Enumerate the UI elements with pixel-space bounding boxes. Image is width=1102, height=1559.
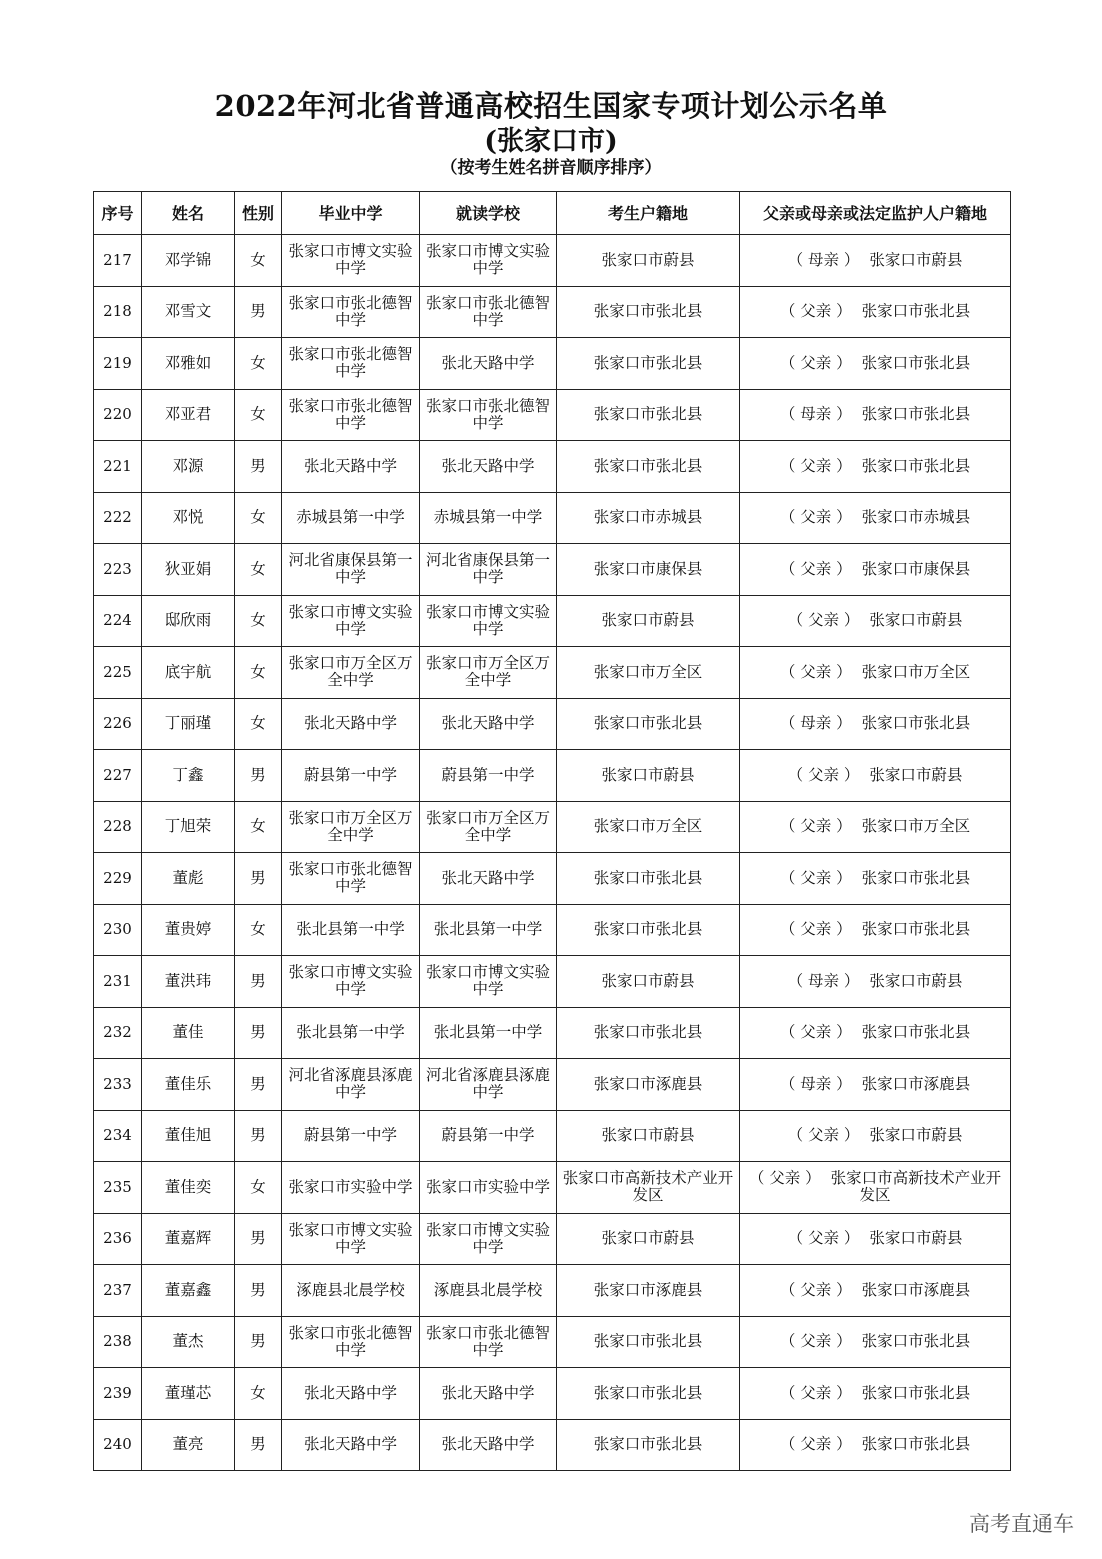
table-row (94, 904, 1011, 956)
cell-name: 狄亚娟 (142, 544, 235, 596)
cell-name: 董洪玮 (142, 956, 235, 1008)
cell-index: 220 (94, 389, 142, 441)
cell-registration: 张家口市万全区 (557, 647, 740, 699)
cell-index: 227 (94, 750, 142, 802)
header-current-school: 就读学校 (420, 192, 557, 235)
cell-registration: 张家口市高新技术产业开发区 (557, 1162, 740, 1214)
cell-current-school: 赤城县第一中学 (420, 492, 557, 544)
parent-registration-place: 张家口市高新技术产业开发区 (830, 1169, 1002, 1205)
table-row (94, 1007, 1011, 1059)
cell-index: 231 (94, 956, 142, 1008)
cell-name: 邓亚君 (142, 389, 235, 441)
cell-graduation-school: 张北县第一中学 (282, 1007, 420, 1059)
parent-relation: （ 父亲 ） (779, 1332, 852, 1351)
page-subtitle: (张家口市) (484, 126, 618, 157)
cell-registration: 张家口市张北县 (557, 1368, 740, 1420)
roster-table (93, 191, 1011, 1471)
cell-name: 丁旭荣 (142, 801, 235, 853)
parent-registration-place: 张家口市蔚县 (869, 971, 963, 990)
parent-relation: （ 父亲 ） (787, 1229, 860, 1248)
cell-graduation-school: 张家口市张北德智中学 (282, 338, 420, 390)
cell-gender: 女 (235, 1368, 282, 1420)
header-gender: 性别 (235, 192, 282, 235)
cell-graduation-school: 张家口市实验中学 (282, 1162, 420, 1214)
parent-relation: （ 父亲 ） (779, 559, 852, 578)
cell-name: 董嘉辉 (142, 1213, 235, 1265)
parent-registration-place: 张家口市蔚县 (869, 1126, 963, 1145)
watermark: 高考直通车 (969, 1512, 1074, 1536)
table-header-row (94, 192, 1011, 235)
table-row (94, 441, 1011, 493)
cell-gender: 男 (235, 1265, 282, 1317)
cell-current-school: 张北天路中学 (420, 441, 557, 493)
cell-name: 邸欣雨 (142, 595, 235, 647)
parent-relation: （ 父亲 ） (779, 508, 852, 527)
parent-registration-place: 张家口市蔚县 (869, 765, 963, 784)
cell-index: 229 (94, 853, 142, 905)
cell-name: 董亮 (142, 1419, 235, 1471)
cell-current-school: 张北天路中学 (420, 698, 557, 750)
cell-gender: 男 (235, 956, 282, 1008)
cell-current-school: 蔚县第一中学 (420, 1110, 557, 1162)
cell-gender: 女 (235, 595, 282, 647)
cell-registration: 张家口市张北县 (557, 698, 740, 750)
cell-index: 230 (94, 904, 142, 956)
cell-gender: 男 (235, 1110, 282, 1162)
cell-parent-registration (740, 1316, 1011, 1368)
cell-gender: 女 (235, 338, 282, 390)
parent-registration-place: 张家口市蔚县 (869, 611, 963, 630)
cell-parent-registration (740, 1213, 1011, 1265)
cell-registration: 张家口市张北县 (557, 286, 740, 338)
cell-name: 董贵婷 (142, 904, 235, 956)
cell-name: 邓学锦 (142, 235, 235, 287)
cell-name: 邓雪文 (142, 286, 235, 338)
cell-parent-registration (740, 1110, 1011, 1162)
cell-registration: 张家口市涿鹿县 (557, 1059, 740, 1111)
table-row (94, 1419, 1011, 1471)
cell-graduation-school: 张北天路中学 (282, 441, 420, 493)
cell-parent-registration (740, 698, 1011, 750)
cell-registration: 张家口市蔚县 (557, 956, 740, 1008)
cell-gender: 女 (235, 647, 282, 699)
cell-name: 董彪 (142, 853, 235, 905)
cell-parent-registration (740, 801, 1011, 853)
parent-registration-place: 张家口市张北县 (861, 1435, 971, 1454)
cell-gender: 女 (235, 698, 282, 750)
cell-graduation-school: 张家口市博文实验中学 (282, 235, 420, 287)
cell-parent-registration (740, 492, 1011, 544)
table-row (94, 1213, 1011, 1265)
table-row (94, 1059, 1011, 1111)
table-row (94, 286, 1011, 338)
cell-graduation-school: 河北省涿鹿县涿鹿中学 (282, 1059, 420, 1111)
cell-current-school: 张家口市万全区万全中学 (420, 801, 557, 853)
parent-relation: （ 母亲 ） (787, 250, 860, 269)
cell-current-school: 张家口市张北德智中学 (420, 286, 557, 338)
cell-registration: 张家口市蔚县 (557, 1213, 740, 1265)
parent-relation: （ 父亲 ） (779, 353, 852, 372)
cell-registration: 张家口市张北县 (557, 441, 740, 493)
table-row (94, 1265, 1011, 1317)
cell-parent-registration (740, 338, 1011, 390)
cell-index: 235 (94, 1162, 142, 1214)
cell-parent-registration (740, 904, 1011, 956)
table-row (94, 1368, 1011, 1420)
parent-registration-place: 张家口市蔚县 (869, 1229, 963, 1248)
cell-current-school: 张家口市张北德智中学 (420, 389, 557, 441)
cell-index: 237 (94, 1265, 142, 1317)
parent-registration-place: 张家口市张北县 (861, 1332, 971, 1351)
cell-registration: 张家口市张北县 (557, 1007, 740, 1059)
cell-name: 董瑾芯 (142, 1368, 235, 1420)
cell-name: 底宇航 (142, 647, 235, 699)
cell-current-school: 张北天路中学 (420, 338, 557, 390)
parent-registration-place: 张家口市张北县 (861, 1023, 971, 1042)
cell-registration: 张家口市蔚县 (557, 1110, 740, 1162)
cell-current-school: 河北省涿鹿县涿鹿中学 (420, 1059, 557, 1111)
table-row (94, 801, 1011, 853)
cell-parent-registration (740, 956, 1011, 1008)
cell-index: 239 (94, 1368, 142, 1420)
table-row (94, 1316, 1011, 1368)
table-row (94, 389, 1011, 441)
parent-registration-place: 张家口市张北县 (861, 302, 971, 321)
cell-current-school: 蔚县第一中学 (420, 750, 557, 802)
cell-registration: 张家口市蔚县 (557, 595, 740, 647)
cell-index: 223 (94, 544, 142, 596)
cell-graduation-school: 张北天路中学 (282, 1368, 420, 1420)
table-row (94, 750, 1011, 802)
cell-parent-registration (740, 1059, 1011, 1111)
cell-gender: 女 (235, 544, 282, 596)
cell-registration: 张家口市张北县 (557, 338, 740, 390)
parent-registration-place: 张家口市张北县 (861, 456, 971, 475)
cell-name: 董佳奕 (142, 1162, 235, 1214)
parent-relation: （ 父亲 ） (779, 456, 852, 475)
cell-index: 224 (94, 595, 142, 647)
parent-relation: （ 父亲 ） (787, 1126, 860, 1145)
cell-index: 232 (94, 1007, 142, 1059)
cell-gender: 男 (235, 1213, 282, 1265)
table-row (94, 956, 1011, 1008)
parent-registration-place: 张家口市张北县 (861, 920, 971, 939)
cell-registration: 张家口市张北县 (557, 1316, 740, 1368)
cell-gender: 男 (235, 750, 282, 802)
parent-relation: （ 父亲 ） (779, 920, 852, 939)
parent-relation: （ 父亲 ） (779, 302, 852, 321)
cell-parent-registration (740, 1162, 1011, 1214)
cell-registration: 张家口市康保县 (557, 544, 740, 596)
parent-relation: （ 父亲 ） (779, 817, 852, 836)
parent-relation: （ 父亲 ） (787, 765, 860, 784)
table-row (94, 1110, 1011, 1162)
cell-name: 丁丽瑾 (142, 698, 235, 750)
parent-registration-place: 张家口市张北县 (861, 714, 971, 733)
table-row (94, 698, 1011, 750)
cell-registration: 张家口市涿鹿县 (557, 1265, 740, 1317)
table-row (94, 338, 1011, 390)
cell-parent-registration (740, 286, 1011, 338)
cell-name: 董佳乐 (142, 1059, 235, 1111)
parent-registration-place: 张家口市涿鹿县 (861, 1074, 971, 1093)
sort-note: （按考生姓名拼音顺序排序） (440, 158, 662, 178)
cell-parent-registration (740, 1368, 1011, 1420)
cell-index: 233 (94, 1059, 142, 1111)
cell-name: 董佳 (142, 1007, 235, 1059)
parent-relation: （ 母亲 ） (779, 714, 852, 733)
parent-relation: （ 父亲 ） (748, 1169, 821, 1188)
cell-index: 221 (94, 441, 142, 493)
cell-current-school: 河北省康保县第一中学 (420, 544, 557, 596)
cell-registration: 张家口市张北县 (557, 1419, 740, 1471)
cell-index: 238 (94, 1316, 142, 1368)
cell-parent-registration (740, 441, 1011, 493)
cell-index: 218 (94, 286, 142, 338)
cell-graduation-school: 张家口市万全区万全中学 (282, 647, 420, 699)
cell-current-school: 张家口市博文实验中学 (420, 1213, 557, 1265)
cell-name: 董杰 (142, 1316, 235, 1368)
cell-gender: 男 (235, 441, 282, 493)
cell-registration: 张家口市蔚县 (557, 750, 740, 802)
cell-name: 邓源 (142, 441, 235, 493)
cell-parent-registration (740, 1265, 1011, 1317)
table-row (94, 853, 1011, 905)
header-parent-registration: 父亲或母亲或法定监护人户籍地 (740, 192, 1011, 235)
cell-graduation-school: 张北县第一中学 (282, 904, 420, 956)
cell-gender: 女 (235, 904, 282, 956)
cell-current-school: 张家口市博文实验中学 (420, 235, 557, 287)
cell-current-school: 张家口市张北德智中学 (420, 1316, 557, 1368)
cell-graduation-school: 张家口市博文实验中学 (282, 1213, 420, 1265)
cell-registration: 张家口市赤城县 (557, 492, 740, 544)
parent-registration-place: 张家口市赤城县 (861, 508, 971, 527)
parent-relation: （ 母亲 ） (779, 405, 852, 424)
cell-name: 邓悦 (142, 492, 235, 544)
cell-gender: 男 (235, 853, 282, 905)
cell-registration: 张家口市张北县 (557, 853, 740, 905)
cell-registration: 张家口市万全区 (557, 801, 740, 853)
cell-gender: 男 (235, 1007, 282, 1059)
cell-graduation-school: 张家口市博文实验中学 (282, 595, 420, 647)
cell-parent-registration (740, 389, 1011, 441)
cell-parent-registration (740, 647, 1011, 699)
cell-current-school: 张北天路中学 (420, 1368, 557, 1420)
cell-name: 丁鑫 (142, 750, 235, 802)
parent-relation: （ 父亲 ） (787, 611, 860, 630)
cell-gender: 男 (235, 1419, 282, 1471)
cell-index: 217 (94, 235, 142, 287)
cell-current-school: 涿鹿县北晨学校 (420, 1265, 557, 1317)
parent-relation: （ 父亲 ） (779, 868, 852, 887)
cell-graduation-school: 河北省康保县第一中学 (282, 544, 420, 596)
cell-graduation-school: 张北天路中学 (282, 1419, 420, 1471)
table-row (94, 544, 1011, 596)
cell-parent-registration (740, 750, 1011, 802)
table-row (94, 235, 1011, 287)
header-graduation-school: 毕业中学 (282, 192, 420, 235)
header-index: 序号 (94, 192, 142, 235)
parent-registration-place: 张家口市张北县 (861, 405, 971, 424)
cell-parent-registration (740, 853, 1011, 905)
table-row (94, 492, 1011, 544)
cell-name: 董嘉鑫 (142, 1265, 235, 1317)
cell-index: 240 (94, 1419, 142, 1471)
cell-graduation-school: 蔚县第一中学 (282, 750, 420, 802)
cell-graduation-school: 张家口市张北德智中学 (282, 1316, 420, 1368)
cell-registration: 张家口市张北县 (557, 389, 740, 441)
cell-graduation-school: 张北天路中学 (282, 698, 420, 750)
cell-graduation-school: 张家口市张北德智中学 (282, 286, 420, 338)
cell-gender: 男 (235, 1059, 282, 1111)
cell-current-school: 张北县第一中学 (420, 1007, 557, 1059)
page-title: 2022年河北省普通高校招生国家专项计划公示名单 (214, 89, 888, 123)
parent-registration-place: 张家口市张北县 (861, 1383, 971, 1402)
cell-graduation-school: 张家口市博文实验中学 (282, 956, 420, 1008)
cell-name: 邓雅如 (142, 338, 235, 390)
cell-graduation-school: 张家口市张北德智中学 (282, 853, 420, 905)
parent-registration-place: 张家口市张北县 (861, 868, 971, 887)
cell-index: 226 (94, 698, 142, 750)
cell-gender: 女 (235, 1162, 282, 1214)
parent-registration-place: 张家口市涿鹿县 (861, 1280, 971, 1299)
cell-gender: 女 (235, 389, 282, 441)
cell-current-school: 张北天路中学 (420, 1419, 557, 1471)
cell-graduation-school: 张家口市张北德智中学 (282, 389, 420, 441)
cell-parent-registration (740, 235, 1011, 287)
table-row (94, 595, 1011, 647)
parent-registration-place: 张家口市万全区 (861, 662, 971, 681)
cell-gender: 男 (235, 1316, 282, 1368)
cell-registration: 张家口市蔚县 (557, 235, 740, 287)
table-row (94, 647, 1011, 699)
parent-relation: （ 母亲 ） (779, 1074, 852, 1093)
cell-graduation-school: 张家口市万全区万全中学 (282, 801, 420, 853)
parent-relation: （ 父亲 ） (779, 1280, 852, 1299)
parent-registration-place: 张家口市万全区 (861, 817, 971, 836)
header-registration: 考生户籍地 (557, 192, 740, 235)
parent-registration-place: 张家口市张北县 (861, 353, 971, 372)
cell-gender: 女 (235, 492, 282, 544)
cell-index: 236 (94, 1213, 142, 1265)
cell-index: 228 (94, 801, 142, 853)
cell-current-school: 张家口市博文实验中学 (420, 956, 557, 1008)
cell-current-school: 张家口市博文实验中学 (420, 595, 557, 647)
header-name: 姓名 (142, 192, 235, 235)
cell-index: 222 (94, 492, 142, 544)
cell-graduation-school: 涿鹿县北晨学校 (282, 1265, 420, 1317)
cell-parent-registration (740, 544, 1011, 596)
parent-relation: （ 父亲 ） (779, 1023, 852, 1042)
cell-parent-registration (740, 1419, 1011, 1471)
cell-index: 225 (94, 647, 142, 699)
table-row (94, 1162, 1011, 1214)
cell-current-school: 张家口市实验中学 (420, 1162, 557, 1214)
cell-graduation-school: 赤城县第一中学 (282, 492, 420, 544)
parent-relation: （ 母亲 ） (787, 971, 860, 990)
cell-parent-registration (740, 595, 1011, 647)
parent-registration-place: 张家口市康保县 (861, 559, 971, 578)
parent-registration-place: 张家口市蔚县 (869, 250, 963, 269)
parent-relation: （ 父亲 ） (779, 1435, 852, 1454)
cell-current-school: 张北天路中学 (420, 853, 557, 905)
parent-relation: （ 父亲 ） (779, 662, 852, 681)
cell-current-school: 张家口市万全区万全中学 (420, 647, 557, 699)
parent-relation: （ 父亲 ） (779, 1383, 852, 1402)
cell-current-school: 张北县第一中学 (420, 904, 557, 956)
cell-name: 董佳旭 (142, 1110, 235, 1162)
cell-gender: 女 (235, 235, 282, 287)
cell-gender: 男 (235, 286, 282, 338)
cell-graduation-school: 蔚县第一中学 (282, 1110, 420, 1162)
cell-index: 219 (94, 338, 142, 390)
cell-parent-registration (740, 1007, 1011, 1059)
cell-registration: 张家口市张北县 (557, 904, 740, 956)
cell-gender: 女 (235, 801, 282, 853)
cell-index: 234 (94, 1110, 142, 1162)
